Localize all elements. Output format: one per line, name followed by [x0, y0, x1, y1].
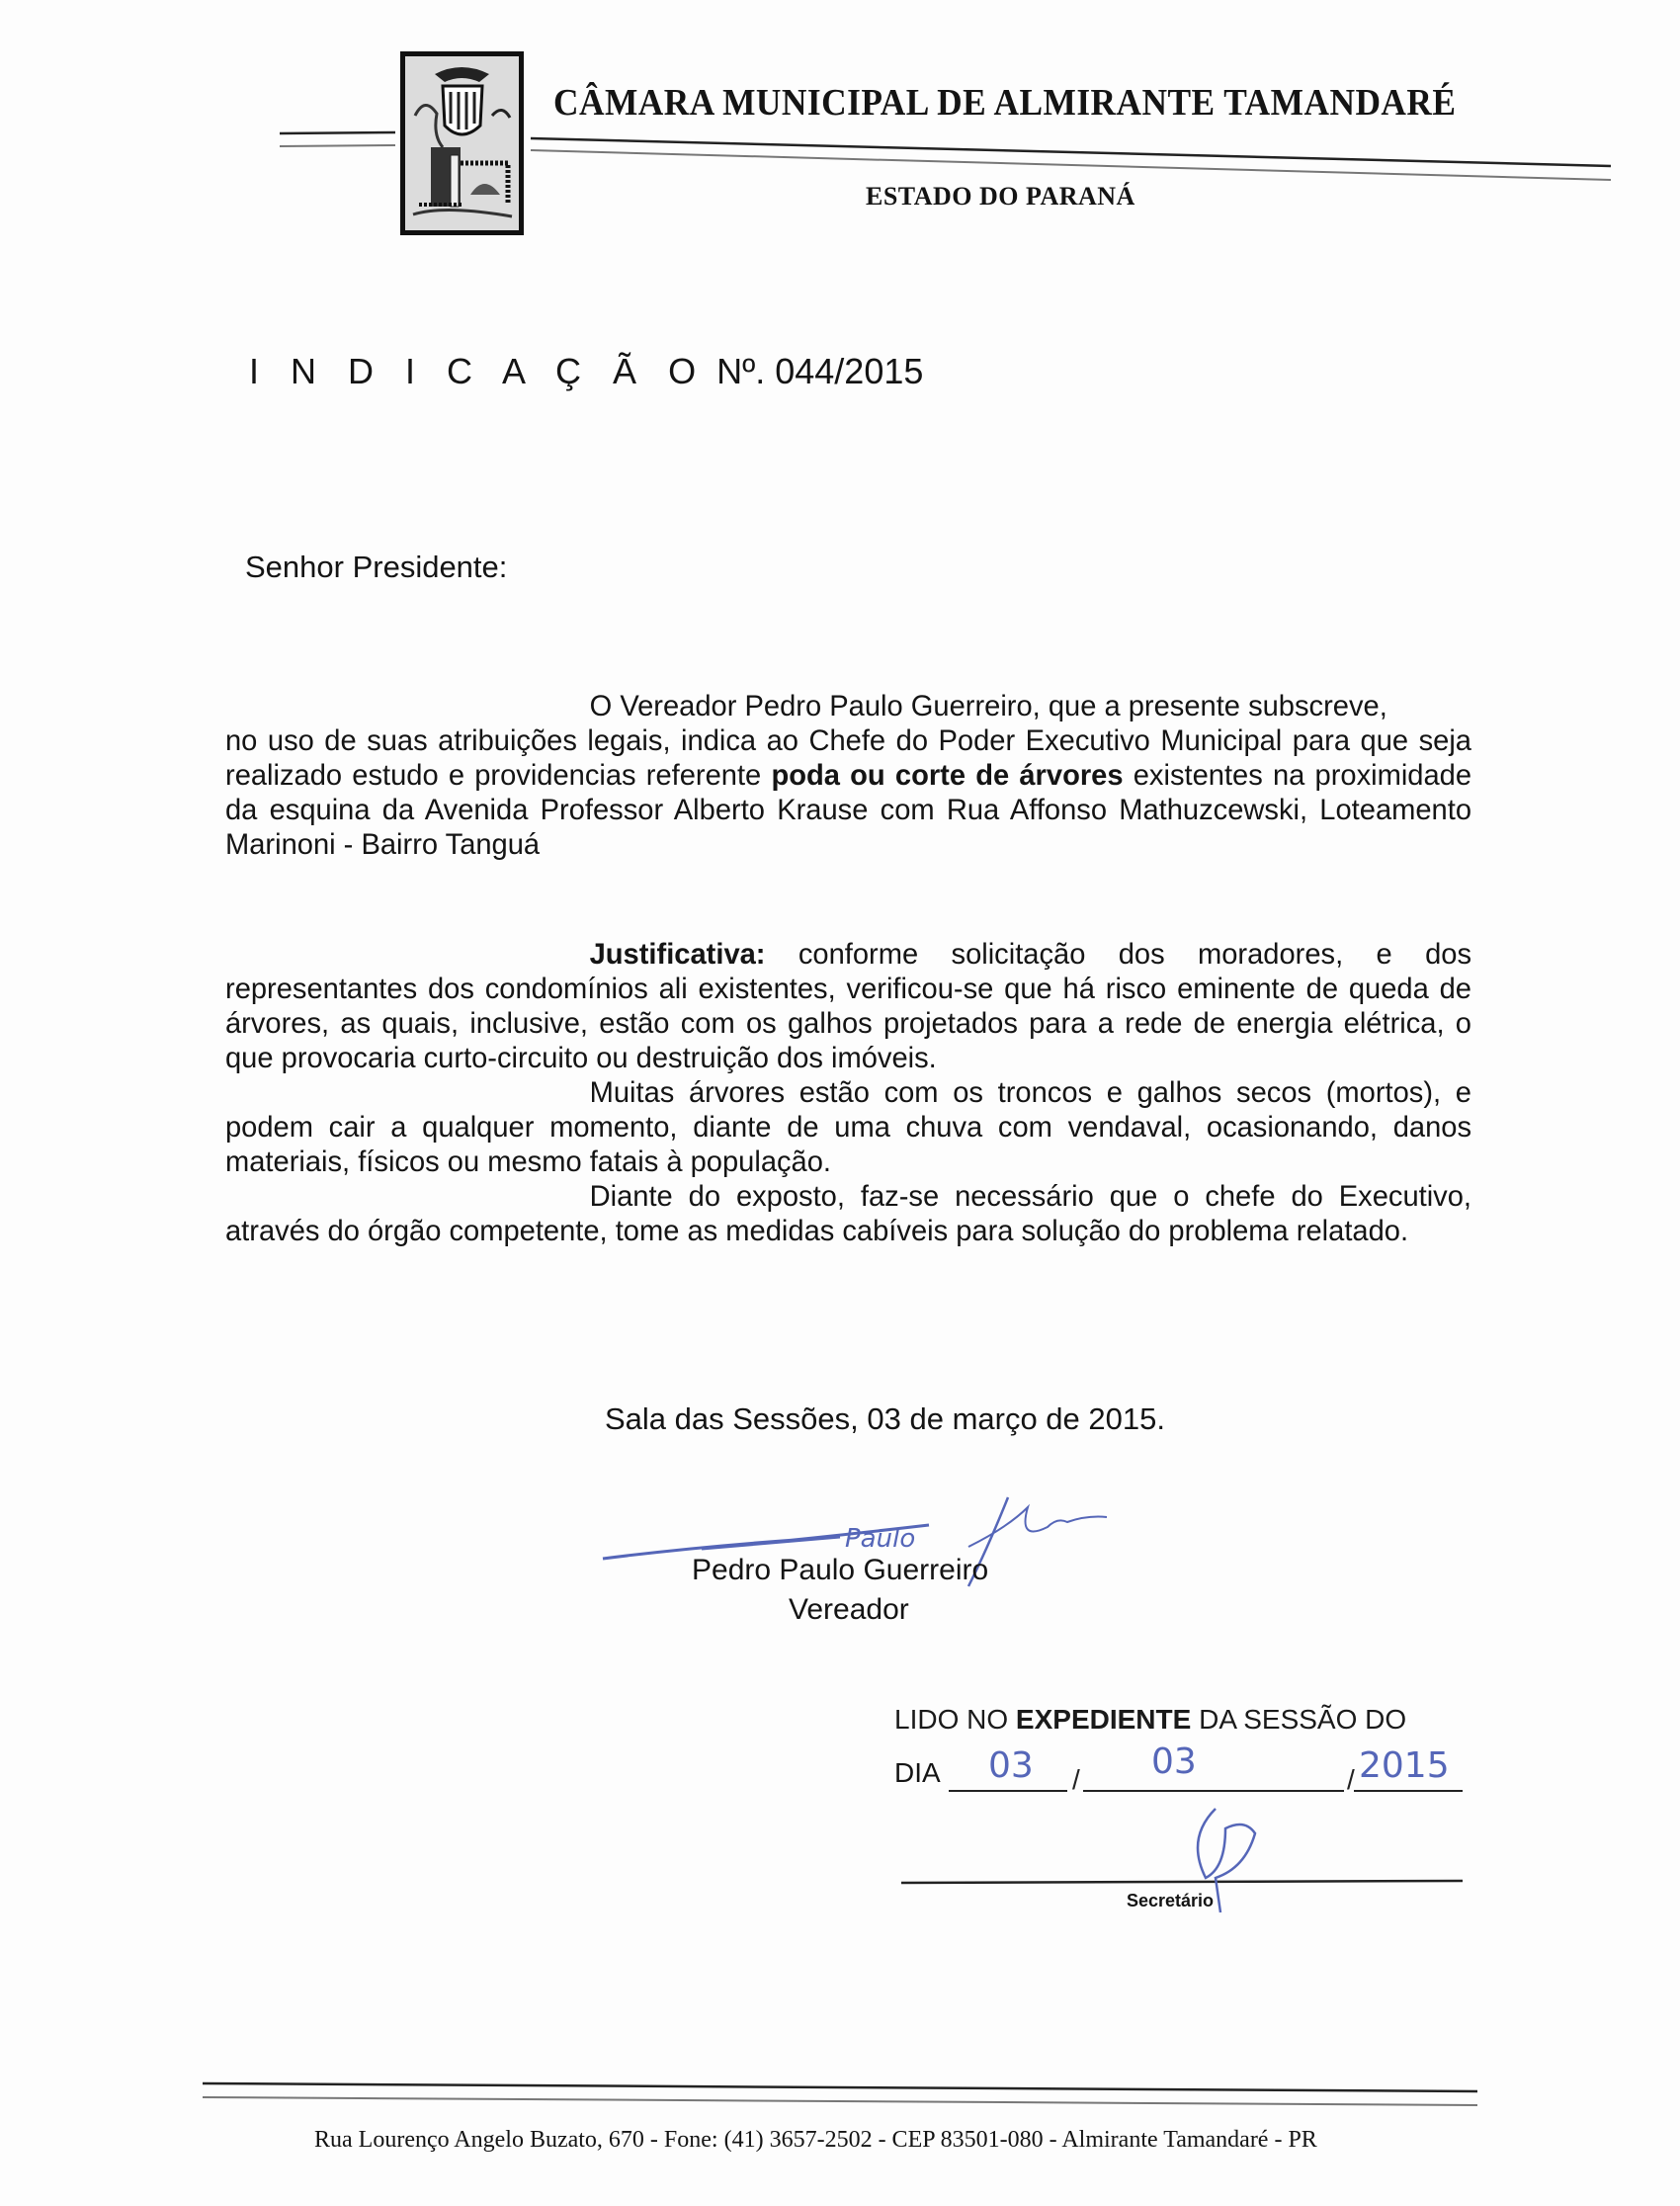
- stamp-slash-1: /: [1072, 1764, 1080, 1795]
- secretary-label: Secretário: [1127, 1891, 1215, 1910]
- footer-rule-bottom: [203, 2097, 1477, 2105]
- paragraph-justification: [225, 937, 1471, 1248]
- stamp-heading: [894, 1704, 1406, 1736]
- salutation: Senhor Presidente:: [245, 550, 508, 584]
- footer-address: Rua Lourenço Angelo Buzato, 670 - Fone: (41) 3657-2502 - CEP 83501-080 - Almirante Tamandaré - PR: [314, 2127, 1317, 2153]
- signer-role: Vereador: [789, 1593, 909, 1626]
- request-emphasis: poda ou corte de árvores: [771, 759, 1124, 792]
- document-type: I N D I C A Ç Ã O: [249, 351, 708, 391]
- header-rule-right-bottom: [531, 150, 1611, 180]
- document-number: Nº. 044/2015: [716, 351, 924, 391]
- justification-body: conforme solicitação dos moradores, e dos representantes dos condomínios ali existentes, verificou-se que há risco eminente de queda de árvores, as quais, inclusive, estão com os galhos projetados para a rede de energia elétrica, o que provocaria curto-circuito ou destruição dos imóveis.: [225, 938, 1471, 1074]
- signature-handwriting: Paulo: [845, 1524, 916, 1554]
- closing-date: Sala das Sessões, 03 de março de 2015.: [605, 1401, 1165, 1436]
- document-title: [249, 351, 923, 392]
- stamp-heading-c: DA SESSÃO DO: [1191, 1704, 1407, 1735]
- footer-rule-top: [203, 2083, 1477, 2091]
- header-rule-left-bottom: [280, 145, 395, 146]
- stamp-heading-a: LIDO NO: [894, 1704, 1016, 1735]
- stamp-year-value: 2015: [1359, 1745, 1450, 1786]
- risk-text: Muitas árvores estão com os troncos e galhos secos (mortos), e podem cair a qualquer momento, diante de uma chuva com vendaval, ocasionando, danos materiais, físicos ou mesmo fatais à população.: [225, 1076, 1471, 1178]
- paragraph-conclusion: [225, 1179, 1471, 1248]
- footer-rules: [0, 2066, 1680, 2115]
- council-title: CÂMARA MUNICIPAL DE ALMIRANTE TAMANDARÉ: [553, 82, 1457, 124]
- secretary-signature-line: [901, 1881, 1463, 1883]
- request-location: existentes na proximidade da esquina da Avenida Professor Alberto Krause com Rua Affonso Mathuzcewski, Loteamento Marinoni - Bairro Tanguá: [225, 759, 1472, 861]
- paragraph-request: [225, 689, 1471, 862]
- stamp-date-label: DIA: [894, 1757, 941, 1788]
- justification-text: [225, 937, 1471, 1075]
- request-text: no uso de suas atribuições legais, indica ao Chefe do Poder Executivo Municipal para que seja realizado estudo e providencias referente: [225, 724, 1471, 792]
- header-rule-right-top: [531, 138, 1611, 166]
- header-rule-left-top: [280, 132, 395, 133]
- state-subtitle: ESTADO DO PARANÁ: [866, 182, 1135, 211]
- paragraph-request-body: [225, 723, 1471, 862]
- paragraph-risk: [225, 1075, 1471, 1179]
- stamp-slash-2: /: [1347, 1764, 1355, 1795]
- stamp-month-value: 03: [1151, 1741, 1197, 1782]
- stamp-day-value: 03: [988, 1745, 1034, 1786]
- conclusion-text: Diante do exposto, faz-se necessário que o chefe do Executivo, através do órgão competente, tome as medidas cabíveis para solução do problema relatado.: [225, 1180, 1471, 1247]
- stamp-heading-b: EXPEDIENTE: [1015, 1704, 1192, 1735]
- signer-name: Pedro Paulo Guerreiro: [692, 1554, 989, 1586]
- header-rules: [0, 0, 1680, 257]
- paragraph-request-first-line: O Vereador Pedro Paulo Guerreiro, que a presente subscreve,: [589, 690, 1387, 722]
- justification-label: Justificativa:: [589, 938, 766, 971]
